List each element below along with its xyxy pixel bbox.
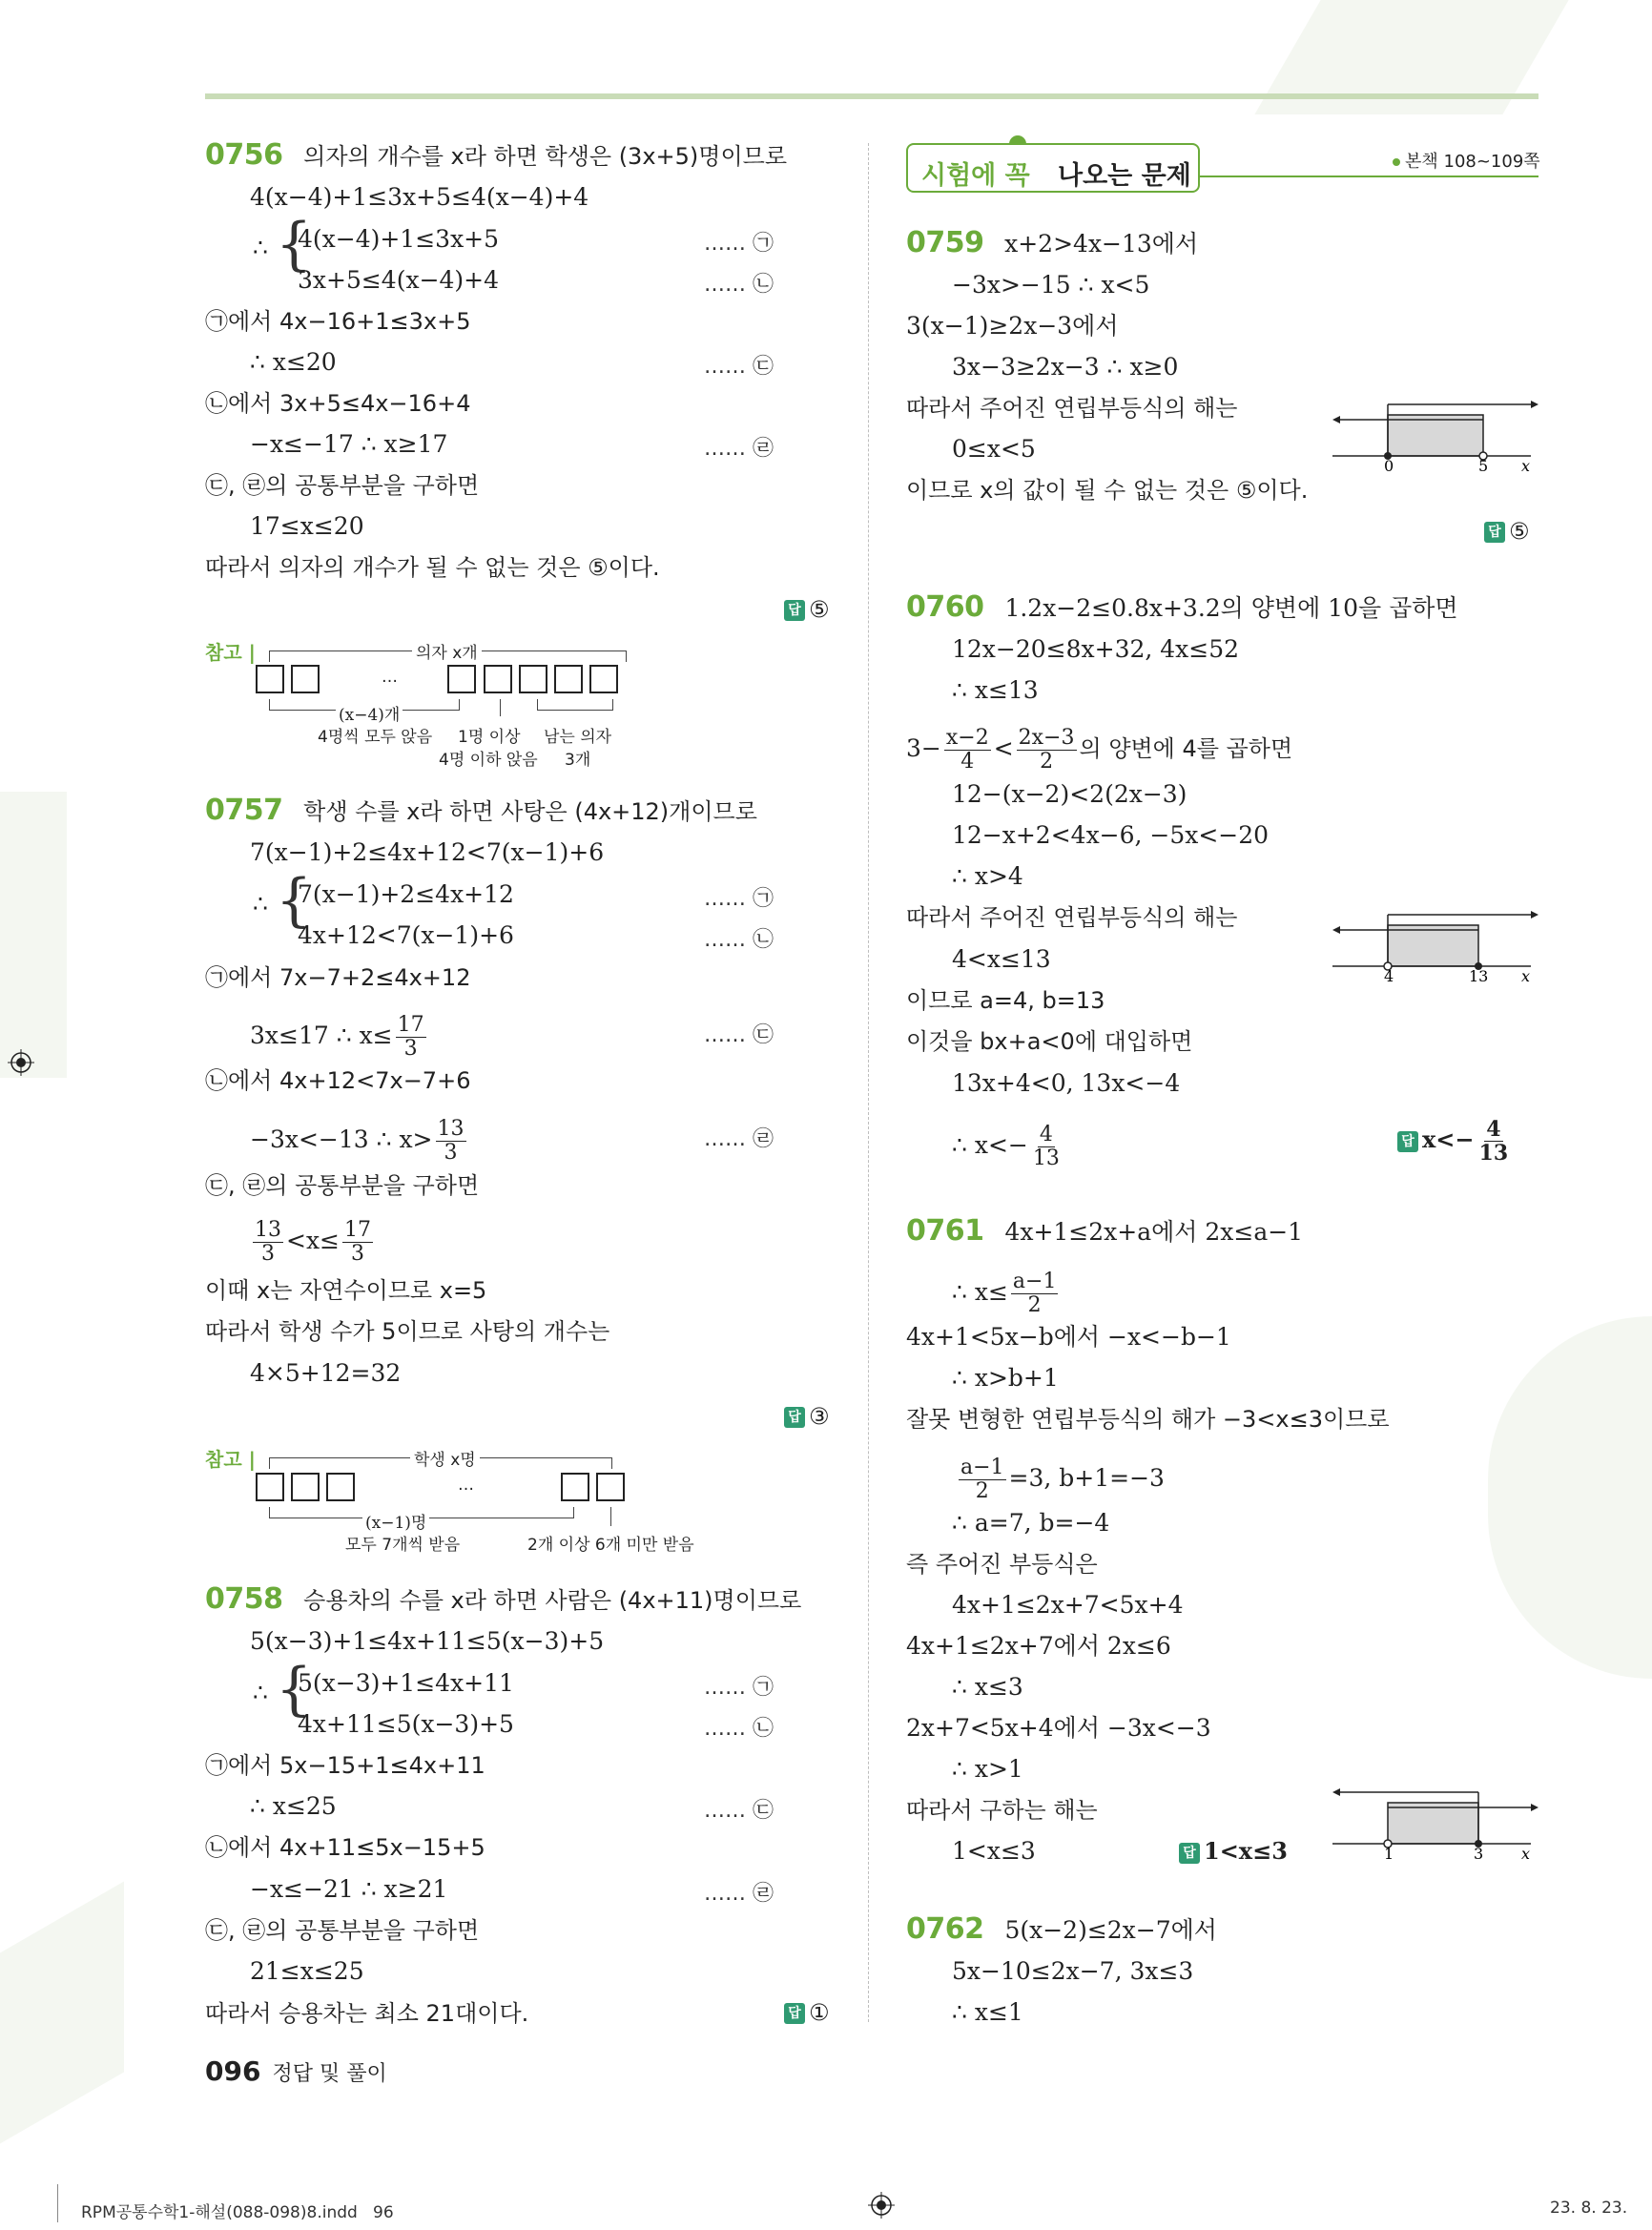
student-box [256, 1473, 284, 1501]
text-line [952, 1124, 1064, 1170]
text-line: 4x+12<7(x−1)+6 [298, 921, 514, 949]
bracket-bottom [537, 699, 613, 711]
problem-0759-intro [906, 226, 1199, 259]
text-line [250, 1219, 376, 1266]
note-group-label: (x−4)개 [336, 701, 403, 725]
note-top-label: 학생 x명 [410, 1446, 480, 1470]
text-line: ㉡에서 4x+11≤5x−15+5 [205, 1834, 485, 1861]
file-info [81, 2199, 394, 2222]
exam-section-title [906, 143, 1200, 193]
marker: …… ㉢ [704, 1799, 774, 1823]
text-line: −3x>−15 ∴ x<5 [952, 271, 1150, 299]
text-line: 5(x−3)+1≤4x+11 [298, 1669, 514, 1697]
text-part: −3x<−13 ∴ x> [250, 1125, 433, 1153]
text-line: 학생 수를 x라 하면 사탕은 (4x+12)개이므로 [303, 798, 757, 825]
text-line: ㉡에서 4x+12<7x−7+6 [205, 1067, 471, 1094]
exam-rule [1200, 176, 1538, 177]
text-part: 3x≤17 ∴ x≤ [250, 1022, 393, 1049]
problem-number: 0762 [906, 1912, 984, 1946]
watermark-shape [1488, 1316, 1652, 1679]
file-name: RPM공통수학1-해설(088-098)8.indd [81, 2203, 358, 2222]
watermark-shape [0, 792, 67, 1078]
answer-value: x<− [1422, 1125, 1475, 1153]
text-line: 4×5+12=32 [250, 1359, 402, 1387]
number-line-0761 [1331, 1779, 1540, 1860]
note-label: 참고 | [205, 1448, 256, 1471]
marker: …… ㉠ [704, 1676, 774, 1700]
marker: …… ㉣ [704, 1127, 774, 1151]
axis-var: x [1521, 1845, 1531, 1860]
student-box [291, 1473, 320, 1501]
text-line: ∴ x≤25 [250, 1792, 337, 1820]
system-brace: { [276, 867, 313, 934]
numerator: 17 [397, 1013, 424, 1037]
page-number: 096 [205, 2055, 261, 2087]
crop-mark [57, 2184, 58, 2222]
axis-var: x [1521, 967, 1531, 982]
text-line: 5x−10≤2x−7, 3x≤3 [952, 1957, 1194, 1985]
note-group-label: (x−1)명 [362, 1509, 429, 1533]
text-part: ∴ x<− [952, 1131, 1028, 1159]
problem-0760-intro [906, 590, 1458, 624]
denominator: 13 [1478, 1141, 1509, 1166]
title-part-2: 나오는 문제 [1058, 161, 1191, 191]
fraction [342, 1219, 373, 1266]
numerator: 4 [1486, 1117, 1501, 1142]
solution-region [1388, 415, 1483, 456]
answer-value: 1<x≤3 [1204, 1837, 1288, 1865]
marker: …… ㉠ [704, 232, 774, 256]
registration-mark-icon [8, 1049, 34, 1076]
numerator: 13 [437, 1117, 465, 1141]
text-line: 4<x≤13 [952, 945, 1051, 973]
denominator: 3 [403, 1037, 418, 1061]
text-line: 3x−3≥2x−3 ∴ x≥0 [952, 353, 1179, 381]
marker: …… ㉡ [704, 928, 774, 952]
denominator: 3 [261, 1242, 275, 1266]
problem-number: 0759 [906, 226, 984, 259]
text-line: 따라서 주어진 연립부등식의 해는 [906, 904, 1238, 931]
numerator: x−2 [945, 726, 989, 750]
text-line: 4(x−4)+1≤3x+5≤4(x−4)+4 [250, 183, 589, 211]
text-line: 잘못 변형한 연립부등식의 해가 −3<x≤3이므로 [906, 1406, 1390, 1433]
number-line-0760 [1331, 901, 1540, 982]
note-label: 참고 | [205, 641, 256, 664]
problem-0758-intro [205, 1582, 802, 1616]
problem-0756-intro [205, 138, 788, 172]
seat-box [291, 665, 320, 693]
denominator: 3 [444, 1141, 458, 1165]
text-line: ㉠에서 4x−16+1≤3x+5 [205, 308, 471, 335]
text-line: 따라서 학생 수가 5이므로 사탕의 개수는 [205, 1318, 610, 1345]
answer [784, 1403, 830, 1430]
text-line: 따라서 의자의 개수가 될 수 없는 것은 ⑤이다. [205, 554, 660, 581]
numerator: a−1 [1012, 1270, 1057, 1293]
fraction [944, 727, 991, 774]
answer [1179, 1837, 1288, 1865]
seat-box [256, 665, 284, 693]
marker: …… ㉣ [704, 437, 774, 461]
denominator: 3 [351, 1242, 364, 1266]
ellipsis: … [458, 1476, 474, 1495]
number-line-0759 [1331, 391, 1540, 472]
text-line: 4x+1≤2x+7에서 2x≤6 [906, 1632, 1171, 1660]
text-line: 1<x≤3 [952, 1837, 1036, 1865]
text-line [956, 1456, 1165, 1503]
answer-value: ① [809, 1999, 830, 2026]
column-divider [868, 143, 869, 2022]
numerator: 17 [344, 1218, 371, 1242]
text-line: 4x+11≤5(x−3)+5 [298, 1710, 514, 1738]
text-line: 의자의 개수를 x라 하면 학생은 (3x+5)명이므로 [303, 143, 788, 170]
fraction [396, 1014, 426, 1061]
marker: …… ㉣ [704, 1882, 774, 1906]
text-line: ㉢, ㉣의 공통부분을 구하면 [205, 1917, 480, 1944]
numerator: a−1 [960, 1456, 1004, 1479]
text-part: 3− [906, 734, 941, 762]
text-line: 3x+5≤4(x−4)+4 [298, 266, 500, 294]
denominator: 2 [1040, 750, 1054, 774]
text-line: 12x−20≤8x+32, 4x≤52 [952, 635, 1240, 663]
text-line: 12−(x−2)<2(2x−3) [952, 780, 1187, 808]
problem-number: 0756 [205, 138, 283, 172]
section-title: 정답 및 풀이 [272, 2062, 387, 2086]
text-part: <x≤ [286, 1227, 340, 1254]
text-line: 이것을 bx+a<0에 대입하면 [906, 1028, 1193, 1055]
text-line: 이므로 a=4, b=13 [906, 987, 1105, 1014]
text-line: ∴ x≤13 [952, 676, 1039, 704]
text-line: x+2>4x−13에서 [1004, 230, 1199, 258]
answer [784, 1999, 830, 2026]
text-line: 1.2x−2≤0.8x+3.2의 양변에 10을 곱하면 [1004, 594, 1458, 622]
numerator: 4 [1039, 1123, 1053, 1146]
text-part: ∴ x≤ [952, 1278, 1008, 1306]
fraction [1011, 1270, 1059, 1317]
marker: …… ㉡ [704, 273, 774, 297]
arrow-right-icon [1531, 911, 1538, 919]
numerator: 13 [255, 1218, 281, 1242]
answer-value: ⑤ [1509, 518, 1530, 545]
arrow-left-icon [1332, 926, 1340, 934]
answer-badge-icon: 답 [1179, 1843, 1200, 1864]
note-desc: 4명 이하 앉음 [439, 751, 538, 770]
arrow-right-icon [1531, 401, 1538, 408]
axis-label: 5 [1478, 457, 1489, 472]
text-line: 5(x−2)≤2x−7에서 [1004, 1916, 1217, 1944]
arrow-right-icon [1531, 1804, 1538, 1811]
marker: …… ㉡ [704, 1717, 774, 1741]
problem-0761-intro [906, 1214, 1304, 1248]
therefore-symbol: ∴ [253, 234, 268, 261]
arrow-line [500, 699, 501, 716]
text-part: =3, b+1=−3 [1008, 1464, 1165, 1492]
fraction [253, 1219, 283, 1266]
marker: …… ㉠ [704, 887, 774, 911]
text-line: ㉢, ㉣의 공통부분을 구하면 [205, 472, 480, 499]
text-line: 따라서 승용차는 최소 21대이다. [205, 2000, 529, 2027]
note-desc: 3개 [565, 751, 591, 770]
seat-box [554, 665, 583, 693]
fraction [1017, 727, 1077, 774]
denominator: 2 [975, 1479, 989, 1503]
text-line: ∴ x≤3 [952, 1673, 1023, 1701]
watermark-shape [0, 1881, 124, 2143]
text-line: −x≤−21 ∴ x≥21 [250, 1875, 448, 1903]
text-line: 12−x+2<4x−6, −5x<−20 [952, 821, 1270, 849]
axis-label: 4 [1384, 967, 1394, 982]
problem-number: 0761 [906, 1214, 984, 1248]
registration-mark-icon [868, 2192, 895, 2219]
answer [784, 596, 830, 623]
text-line: ∴ x≤1 [952, 1998, 1023, 2026]
student-box [561, 1473, 589, 1501]
answer-value: ⑤ [809, 596, 830, 623]
text-line: 3− $\frac{x-2}{4}$ < $\frac{2x-3}{2}$ 의 양변에 4를 곱하면 [906, 726, 1293, 774]
therefore-symbol: ∴ [253, 1679, 268, 1706]
axis-var: x [1521, 457, 1531, 472]
problem-number: 0758 [205, 1582, 283, 1616]
axis-label: 3 [1474, 1845, 1484, 1860]
text-line: 7(x−1)+2≤4x+12 [298, 880, 514, 908]
answer [1397, 1118, 1513, 1165]
problem-0762-intro [906, 1912, 1217, 1946]
axis-label: 13 [1469, 967, 1489, 982]
text-line: 7(x−1)+2≤4x+12<7(x−1)+6 [250, 838, 605, 866]
system-brace: { [276, 1656, 313, 1723]
denominator: 13 [1032, 1146, 1060, 1170]
file-page: 96 [373, 2203, 394, 2222]
solution-region [1388, 1803, 1478, 1844]
answer-value: ③ [809, 1403, 830, 1430]
text-line: 4x+1<5x−b에서 −x<−b−1 [906, 1323, 1231, 1351]
reference-text: 본책 108~109쪽 [1405, 152, 1540, 172]
marker: …… ㉢ [704, 355, 774, 379]
text-line: 21≤x≤25 [250, 1957, 364, 1985]
text-line: 따라서 구하는 해는 [906, 1797, 1098, 1824]
answer-badge-icon: 답 [784, 600, 805, 621]
answer-badge-icon: 답 [1397, 1131, 1418, 1152]
therefore-symbol: ∴ [253, 890, 268, 918]
top-rule [205, 93, 1538, 99]
note-desc: 2개 이상 6개 미만 받음 [527, 1536, 694, 1555]
note-desc: 남는 의자 [544, 728, 612, 747]
answer-badge-icon: 답 [1484, 522, 1505, 543]
fraction [1031, 1124, 1062, 1170]
text-line: ∴ x>1 [952, 1755, 1023, 1783]
text-line: ㉢, ㉣의 공통부분을 구하면 [205, 1172, 480, 1199]
text-line: ∴ x≤20 [250, 348, 337, 376]
text-line: 13x+4<0, 13x<−4 [952, 1069, 1181, 1097]
text-line: 17≤x≤20 [250, 512, 364, 540]
text-part: 의 양변에 4를 곱하면 [1079, 735, 1293, 762]
note-top-label: 의자 x개 [412, 639, 482, 663]
note-desc: 4명씩 모두 앉음 [318, 728, 433, 747]
answer-badge-icon: 답 [784, 2003, 805, 2024]
text-line: 4x+1≤2x+a에서 2x≤a−1 [1004, 1218, 1304, 1246]
denominator: 4 [960, 750, 975, 774]
arrow-left-icon [1332, 416, 1340, 423]
text-line: 4(x−4)+1≤3x+5 [298, 225, 500, 253]
text-line: ∴ x>4 [952, 862, 1023, 890]
seat-box [484, 665, 512, 693]
arrow-left-icon [1332, 1788, 1340, 1796]
text-line: 2x+7<5x+4에서 −3x<−3 [906, 1714, 1211, 1742]
answer [1484, 518, 1530, 545]
text-line: ∴ x>b+1 [952, 1364, 1059, 1392]
text-line [952, 1270, 1061, 1317]
marker: …… ㉢ [704, 1023, 774, 1047]
text-line: ∴ a=7, b=−4 [952, 1509, 1110, 1537]
text-line: −x≤−17 ∴ x≥17 [250, 430, 448, 458]
text-line [250, 1118, 469, 1165]
answer-badge-icon: 답 [784, 1407, 805, 1428]
text-line: ㉠에서 5x−15+1≤4x+11 [205, 1752, 485, 1779]
note-desc: 모두 7개씩 받음 [345, 1536, 461, 1555]
text-line: ㉡에서 3x+5≤4x−16+4 [205, 390, 471, 417]
arrow-line [610, 1507, 611, 1526]
denominator: 2 [1027, 1293, 1042, 1317]
text-line: ㉠에서 7x−7+2≤4x+12 [205, 964, 471, 991]
numerator: 2x−3 [1018, 726, 1075, 750]
student-box [326, 1473, 355, 1501]
text-line: 4x+1≤2x+7<5x+4 [952, 1591, 1184, 1619]
text-line: 승용차의 수를 x라 하면 사람은 (4x+11)명이므로 [303, 1587, 802, 1614]
problem-number: 0757 [205, 794, 283, 827]
text-line: 이때 x는 자연수이므로 x=5 [205, 1277, 487, 1304]
problem-number: 0760 [906, 590, 984, 624]
bullet-icon [1393, 158, 1400, 166]
print-date: 23. 8. 23. [1550, 2199, 1628, 2218]
axis-label: 0 [1384, 457, 1394, 472]
text-line: 이므로 x의 값이 될 수 없는 것은 ⑤이다. [906, 477, 1309, 504]
seat-box [519, 665, 547, 693]
ellipsis: … [382, 668, 398, 687]
fraction [436, 1118, 466, 1165]
solution-region [1388, 925, 1478, 966]
seat-box [447, 665, 476, 693]
text-line: 0≤x<5 [952, 435, 1036, 463]
system-brace: { [276, 211, 313, 278]
text-line [250, 1014, 429, 1061]
text-line: 즉 주어진 부등식은 [906, 1551, 1098, 1578]
axis-label: 1 [1384, 1845, 1394, 1860]
textbook-reference [1393, 148, 1540, 173]
text-line: 5(x−3)+1≤4x+11≤5(x−3)+5 [250, 1627, 605, 1655]
title-part-1: 시험에 꼭 [921, 161, 1030, 191]
note-desc: 1명 이상 [458, 728, 521, 747]
problem-0757-intro [205, 796, 757, 826]
text-line: 따라서 주어진 연립부등식의 해는 [906, 395, 1238, 422]
fraction [1477, 1118, 1511, 1165]
page-footer [205, 2055, 387, 2087]
seat-box [589, 665, 618, 693]
student-box [596, 1473, 625, 1501]
fraction [959, 1456, 1006, 1503]
text-line: 3(x−1)≥2x−3에서 [906, 312, 1119, 340]
